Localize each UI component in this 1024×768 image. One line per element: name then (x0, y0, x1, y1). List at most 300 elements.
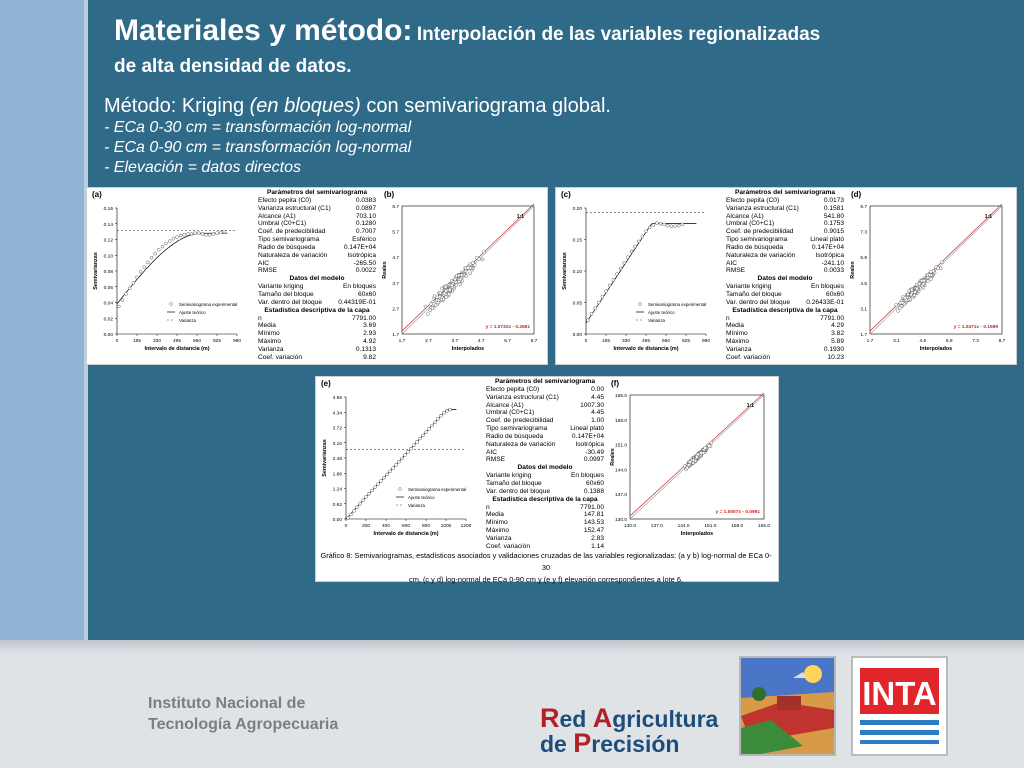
x-tick-label: 2.7 (425, 339, 432, 344)
semivariance-point (623, 261, 626, 264)
stat-row (726, 315, 844, 323)
y-tick-label: 4.96 (332, 396, 342, 401)
param-key: Radio de búsqueda (726, 243, 784, 251)
param-value: Isotrópica (815, 251, 844, 259)
param-key: Alcance (A1) (258, 212, 296, 220)
semivariance-point (143, 266, 146, 269)
y-tick-label: 0.62 (332, 502, 342, 508)
stat-row (486, 511, 604, 519)
y-tick-label: 0.10 (572, 270, 582, 275)
stat-row (726, 322, 844, 330)
param-row (486, 449, 604, 457)
x-tick-label: 130.0 (623, 524, 637, 529)
semivariance-point (597, 301, 600, 304)
param-row (486, 402, 604, 410)
semivariance-point (434, 421, 437, 424)
y-tick-label: 0.12 (103, 238, 113, 244)
x-tick-label: 6.7 (530, 339, 538, 344)
param-value: 0.147E+04 (343, 243, 376, 251)
table-heading: Datos del modelo (517, 464, 573, 472)
param-key: Var. dentro del bloque (258, 298, 323, 306)
param-key: Naturaleza de variación (726, 251, 796, 259)
scatter-point (901, 301, 904, 304)
x-tick-label: 495 (172, 339, 182, 344)
x-tick-label: 990 (232, 339, 242, 344)
param-key: Coef. variación (486, 542, 530, 550)
scatter-point (909, 298, 912, 301)
inta-logo (851, 656, 948, 756)
param-key: Alcance (A1) (726, 212, 764, 220)
stat-row (258, 346, 376, 354)
scatter-point (429, 309, 432, 312)
param-key: Media (726, 322, 744, 330)
caption-line-1: Gráfico 8: Semivariogramas, estadísticos asociados y validaciones cruzadas de las variables regionalizadas: (a y b) log-normal de ECa 0-30 (320, 551, 772, 572)
semivariance-point (652, 224, 655, 227)
scatter-point (460, 274, 463, 277)
scatter-point (689, 461, 692, 464)
scatter-point (700, 451, 703, 454)
semivariance-point (659, 222, 662, 225)
institute-name (148, 693, 338, 735)
x-tick-label: 0 (584, 339, 588, 344)
param-value: 0.1930 (823, 345, 844, 353)
semivariance-point (136, 276, 139, 279)
table-heading: Estadística descriptiva de la capa (492, 495, 598, 503)
semivariance-point (383, 476, 386, 479)
stat-row (486, 535, 604, 543)
x-tick-label: 825 (681, 339, 691, 344)
y-axis-title: Semivarianzas (93, 252, 99, 290)
method-text-b: (en bloques) (249, 95, 361, 117)
param-key: Tamaño del bloque (726, 290, 782, 298)
semivariance-point (208, 233, 211, 236)
semivariance-point (615, 273, 618, 276)
stat-row (258, 330, 376, 338)
scatter-d (846, 188, 1014, 362)
x-tick-label: 7.3 (972, 339, 979, 344)
param-key: Varianza estructural (C1) (486, 393, 559, 401)
semivariance-point (663, 223, 666, 226)
legend-point-marker (639, 303, 642, 306)
one-to-one-label: 1:1 (984, 214, 992, 220)
semivariance-point (422, 434, 425, 437)
one-to-one-line (870, 206, 1002, 334)
param-row (258, 244, 376, 252)
param-key: Umbral (C0+C1) (726, 220, 775, 228)
param-row (486, 409, 604, 417)
param-value: -265.50 (353, 259, 376, 267)
semivariance-point (641, 235, 644, 238)
param-key: Varianza (258, 345, 284, 353)
param-row (258, 267, 376, 275)
semivariance-point (146, 261, 149, 264)
y-tick-label: 0.00 (332, 518, 342, 523)
param-key: Varianza estructural (C1) (726, 204, 799, 212)
semivariance-point (413, 444, 416, 447)
param-row (726, 252, 844, 260)
param-key: Umbral (C0+C1) (258, 220, 307, 228)
one-to-one-label: 1:1 (746, 403, 754, 409)
scatter-point (922, 282, 925, 285)
param-row (726, 267, 844, 275)
semivariance-point (407, 450, 410, 453)
semivariance-point (637, 240, 640, 243)
x-tick-label: 165 (601, 339, 611, 344)
x-tick-label: 825 (212, 339, 222, 344)
semivariance-point (605, 290, 608, 293)
legend-item-0: Semivariograma experimental (179, 302, 238, 307)
param-key: Mínimo (258, 330, 280, 338)
scatter-point (467, 266, 470, 269)
panel-label-f: (f) (611, 379, 619, 388)
scatter-point (897, 309, 900, 312)
param-key: Coef. de predecibilidad (726, 228, 794, 236)
param-key: Var. dentro del bloque (486, 487, 551, 495)
bullet-3: - Elevación = datos directos (104, 159, 301, 176)
y-tick-label: 0.04 (103, 301, 113, 307)
semivariance-point (165, 242, 168, 245)
footer-shade (0, 640, 1024, 654)
scatter-point (459, 278, 462, 281)
scatter-f (606, 377, 776, 547)
scatter-point (898, 306, 901, 309)
scatter-point (928, 273, 931, 276)
scatter-point (448, 289, 451, 292)
param-value: 0.9015 (823, 228, 844, 236)
scatter-point (445, 295, 448, 298)
param-value: 0.0897 (355, 204, 376, 212)
semivariance-point (371, 489, 374, 492)
param-key: Máximo (486, 527, 510, 535)
param-key: Mínimo (486, 519, 508, 527)
param-value: 147.81 (583, 511, 604, 519)
semivariogram-c (556, 188, 724, 362)
scatter-point (923, 279, 926, 282)
param-value: 0.0997 (583, 456, 604, 464)
y-tick-label: 5.7 (392, 230, 399, 236)
scatter-point (436, 296, 439, 299)
bullet-1: - ECa 0-30 cm = transformación log-normal (104, 119, 412, 136)
y-tick-label: 4.5 (860, 281, 867, 287)
x-tick-label: 990 (701, 339, 711, 344)
model-row (726, 283, 844, 291)
scatter-point (915, 287, 918, 290)
param-value: 60x60 (358, 290, 376, 298)
semivariance-point (168, 240, 171, 243)
param-value: 2.93 (363, 330, 376, 338)
legend-item-1: Ajuste teórico (648, 310, 675, 315)
x-axis-title: Interpolados (451, 346, 485, 352)
param-row (726, 205, 844, 213)
x-axis-title: Interpolados (680, 531, 714, 537)
scatter-point (904, 296, 907, 299)
stat-row (726, 330, 844, 338)
x-tick-label: 200 (361, 524, 371, 529)
rap-gricultura: gricultura (612, 706, 719, 732)
param-row (486, 386, 604, 394)
param-key: Coef. variación (726, 353, 770, 361)
x-tick-label: 495 (641, 339, 651, 344)
param-key: Máximo (258, 338, 282, 346)
param-value: 0.147E+04 (571, 432, 604, 440)
x-tick-label: 165.0 (757, 524, 771, 529)
scatter-point (918, 282, 921, 285)
param-key: Máximo (726, 338, 750, 346)
y-tick-label: 158.0 (614, 418, 627, 424)
semivariance-point (619, 267, 622, 270)
title-sub: Interpolación de las variables regionalizadas (416, 24, 821, 45)
semivariance-point (612, 278, 615, 281)
rap-a: A (592, 703, 613, 733)
param-key: Efecto pepita (C0) (486, 385, 540, 393)
param-value: Lineal plató (810, 236, 844, 244)
x-axis-title: Interpolados (919, 346, 953, 352)
param-key: Radio de búsqueda (486, 432, 544, 440)
param-row (258, 205, 376, 213)
scatter-point (940, 261, 943, 264)
param-key: AIC (258, 259, 269, 267)
y-tick-label: 0.00 (103, 333, 113, 338)
semivariance-point (350, 513, 353, 516)
param-key: Varianza (726, 345, 752, 353)
semivariance-point (431, 424, 434, 427)
semivariance-point (634, 245, 637, 248)
param-value: 0.1313 (355, 345, 376, 353)
scatter-point (895, 303, 898, 306)
param-key: RMSE (258, 267, 278, 275)
x-tick-label: 8.7 (998, 339, 1006, 344)
model-row (258, 299, 376, 307)
table-heading: Datos del modelo (289, 275, 345, 283)
semivariance-point (353, 509, 356, 512)
y-tick-label: 0.06 (103, 285, 113, 291)
param-key: Coef. de predecibilidad (486, 417, 554, 425)
y-tick-label: 0.05 (572, 301, 582, 307)
semivariance-point (368, 492, 371, 495)
legend-item-1: Ajuste teórico (179, 310, 206, 315)
param-row (258, 228, 376, 236)
model-row (726, 299, 844, 307)
param-value: Esférico (352, 236, 376, 244)
semivariance-point (194, 232, 197, 235)
semivariogram-e (316, 377, 484, 547)
param-row (486, 433, 604, 441)
semivariance-point (121, 299, 124, 302)
param-key: Naturaleza de variación (486, 440, 556, 448)
param-key: Var. dentro del bloque (726, 298, 791, 306)
param-value: 4.92 (363, 338, 376, 346)
param-value: En bloques (811, 283, 844, 291)
scatter-point (937, 267, 940, 270)
scatter-point (710, 441, 713, 444)
y-tick-label: 0.20 (572, 207, 582, 212)
scatter-point (472, 262, 475, 265)
x-tick-label: 0 (115, 339, 119, 344)
x-tick-label: 3.1 (893, 339, 900, 344)
semivariance-point (389, 470, 392, 473)
scatter-point (464, 270, 467, 273)
x-tick-label: 600 (401, 524, 411, 529)
inta-logo-text: INTA (862, 675, 937, 712)
param-key: Efecto pepita (C0) (258, 196, 312, 204)
x-tick-label: 800 (421, 524, 431, 529)
table-heading: Parámetros del semivariograma (266, 189, 368, 196)
y-tick-label: 2.7 (392, 307, 399, 313)
semivariance-point (139, 270, 142, 273)
scatter-point (450, 279, 453, 282)
param-key: Mínimo (726, 330, 748, 338)
y-tick-label: 0.15 (572, 238, 582, 244)
param-key: Variante kriging (258, 283, 304, 291)
model-row (486, 488, 604, 496)
legend-item-2: Varianza (648, 318, 666, 323)
param-key: Varianza (486, 534, 512, 542)
method-line (104, 95, 611, 118)
x-tick-label: 158.0 (731, 524, 744, 529)
rap-r: R (540, 703, 560, 733)
legend-item-0: Semivariograma experimental (648, 302, 707, 307)
x-tick-label: 1.7 (398, 339, 406, 344)
legend-point-marker (399, 488, 402, 491)
scatter-point (469, 263, 472, 266)
scatter-point (469, 272, 472, 275)
param-key: AIC (486, 448, 497, 456)
table-heading: Datos del modelo (757, 275, 813, 283)
scatter-point (913, 294, 916, 297)
method-text-c: con semivariograma global. (360, 95, 611, 117)
param-value: 541.80 (823, 212, 844, 220)
model-curve (586, 224, 696, 324)
x-tick-label: 165 (132, 339, 142, 344)
legend-item-0: Semivariograma experimental (408, 487, 467, 492)
scatter-point (483, 250, 486, 253)
semivariance-point (223, 230, 226, 233)
stat-row (726, 338, 844, 346)
model-curve (346, 410, 456, 520)
param-key: AIC (726, 259, 737, 267)
semivariance-point (219, 231, 222, 234)
semivariance-point (601, 295, 604, 298)
y-tick-label: 1.7 (860, 333, 867, 338)
semivariance-point (398, 460, 401, 463)
param-row (726, 228, 844, 236)
model-row (726, 291, 844, 299)
x-tick-label: 660 (192, 339, 202, 344)
y-tick-label: 0.00 (572, 333, 582, 338)
scatter-point (432, 302, 435, 305)
params-table-e (486, 378, 604, 551)
stat-row (258, 315, 376, 323)
stat-row (258, 322, 376, 330)
model-row (258, 291, 376, 299)
stat-row (258, 338, 376, 346)
scatter-point (450, 284, 453, 287)
semivariance-point (386, 473, 389, 476)
semivariance-point (365, 495, 368, 498)
param-value: Isotrópica (347, 251, 376, 259)
param-value: 4.45 (591, 393, 604, 401)
scatter-point (704, 446, 707, 449)
bullet-2: - ECa 0-90 cm = transformación log-normal (104, 139, 412, 156)
scatter-point (431, 306, 434, 309)
y-tick-label: 3.72 (332, 426, 342, 432)
x-tick-label: 4.7 (477, 339, 485, 344)
scatter-point (687, 463, 690, 466)
y-tick-label: 151.0 (614, 443, 627, 449)
param-value: 9.82 (363, 353, 376, 361)
x-tick-label: 137.0 (650, 524, 663, 529)
y-axis-title: Semivarianzas (322, 439, 328, 477)
param-value: En bloques (343, 283, 376, 291)
semivariance-point (655, 222, 658, 225)
param-row (258, 197, 376, 205)
legend-item-2: Varianza (408, 503, 426, 508)
param-key: Radio de búsqueda (258, 243, 316, 251)
param-key: Media (486, 511, 504, 519)
y-tick-label: 8.7 (860, 205, 867, 210)
model-curve (117, 233, 227, 304)
table-heading: Parámetros del semivariograma (734, 189, 836, 196)
semivariance-point (128, 287, 131, 290)
stat-row (726, 346, 844, 354)
scatter-point (930, 270, 933, 273)
scatter-point (447, 293, 450, 296)
semivariance-point (125, 292, 128, 295)
param-value: En bloques (571, 472, 604, 480)
param-value: 10.23 (827, 353, 844, 361)
one-to-one-line (402, 206, 534, 334)
semivariance-point (626, 256, 629, 259)
param-value: 5.89 (831, 338, 844, 346)
scatter-point (906, 293, 909, 296)
param-value: 143.53 (583, 519, 604, 527)
scatter-point (481, 258, 484, 261)
stat-row (258, 354, 376, 362)
param-value: 7791.00 (352, 314, 376, 322)
param-value: 0.26433E-01 (806, 298, 844, 306)
semivariance-point (205, 233, 208, 236)
y-tick-label: 6.7 (392, 205, 399, 210)
semivariance-point (172, 237, 175, 240)
scatter-point (465, 275, 468, 278)
y-tick-label: 165.0 (614, 394, 627, 399)
title-main: Materiales y método: (114, 14, 413, 47)
semivariance-point (630, 250, 633, 253)
y-tick-label: 1.7 (392, 333, 399, 338)
one-to-one-label: 1:1 (516, 214, 524, 220)
y-tick-label: 137.0 (614, 493, 627, 499)
param-value: 4.29 (831, 322, 844, 330)
param-row (258, 252, 376, 260)
scatter-point (708, 444, 711, 447)
param-value: 60x60 (586, 479, 604, 487)
semivariance-point (446, 409, 449, 412)
semivariance-point (677, 224, 680, 227)
param-row (726, 236, 844, 244)
semivariance-point (437, 417, 440, 420)
param-value: 1007.30 (580, 401, 604, 409)
param-row (486, 441, 604, 449)
param-value: 4.45 (591, 409, 604, 417)
x-tick-label: 400 (381, 524, 391, 529)
semivariance-point (377, 483, 380, 486)
param-key: RMSE (726, 267, 746, 275)
y-axis-title: Semivarianzas (562, 252, 568, 290)
param-key: Tipo semivariograma (486, 425, 548, 433)
legend-item-1: Ajuste teórico (408, 495, 435, 500)
semivariance-point (359, 502, 362, 505)
x-tick-label: 330 (152, 339, 162, 344)
